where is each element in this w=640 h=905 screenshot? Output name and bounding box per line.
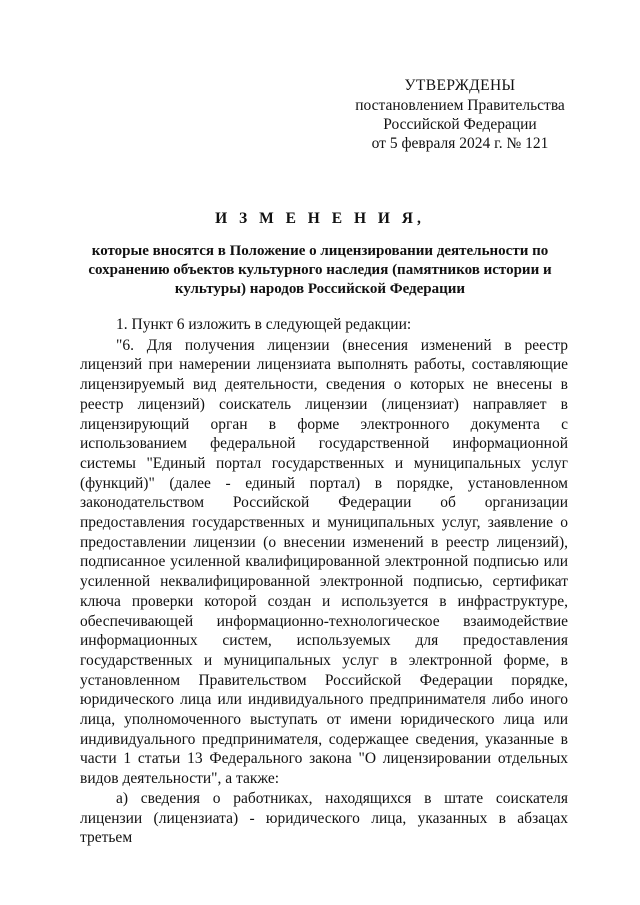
paragraph-item-6: "6. Для получения лицензии (внесения изменений в реестр лицензий при намерении лицензиата выполнять работы, составляющие лицензируемый вид деятельности, сведения о которых не внесены в реестр лицензий) соискатель лицензии (лицензиат) направляет в лицензирующий орган в форме электронного документа с использованием федеральной государственной информационной системы "Единый портал государственных и муниципальных услуг (функций)" (далее - единый портал) в порядке, установленном законодательством Российской Федерации об организации предоставления государственных и муниципальных услуг, заявление о предоставлении лицензии (о внесении изменений в реестр лицензий), подписанное усиленной квалифицированной электронной подписью или усиленной неквалифицированной электронной подписью, сертификат ключа проверки которой создан и используется в инфраструктуре, обеспечивающей информационно-технологическое взаимодействие информационных систем, используемых для предоставления государственных и муниципальных услуг в электронной форме, в установленном Правительством Российской Федерации порядке, юридического лица или индивидуального предпринимателя либо иного лица, уполномоченного выступать от имени юридического лица или индивидуального предпринимателя, содержащее сведения, указанные в части 1 статьи 13 Федерального закона "О лицензировании отдельных видов деятельности", а также: [80,336,568,788]
approval-line: постановлением Правительства [355,97,565,114]
approval-block [340,76,580,153]
approval-title: УТВЕРЖДЕНЫ [404,77,516,94]
document-body [80,315,568,848]
approval-line: Российской Федерации [383,116,537,133]
paragraph-subitem-a: а) сведения о работниках, находящихся в штате соискателя лицензии (лицензиата) - юридического лица, указанных в абзацах третьем [80,789,568,847]
document-subtitle: которые вносятся в Положение о лицензировании деятельности по сохранению объектов культурного наследия (памятников истории и культуры) народов Российской Федерации [88,243,552,297]
paragraph-item-1: 1. Пункт 6 изложить в следующей редакции: [116,316,412,333]
document-heading [78,209,562,299]
approval-date-line: от 5 февраля 2024 г. № 121 [371,135,549,152]
document-title: И З М Е Н Е Н И Я, [215,210,425,227]
